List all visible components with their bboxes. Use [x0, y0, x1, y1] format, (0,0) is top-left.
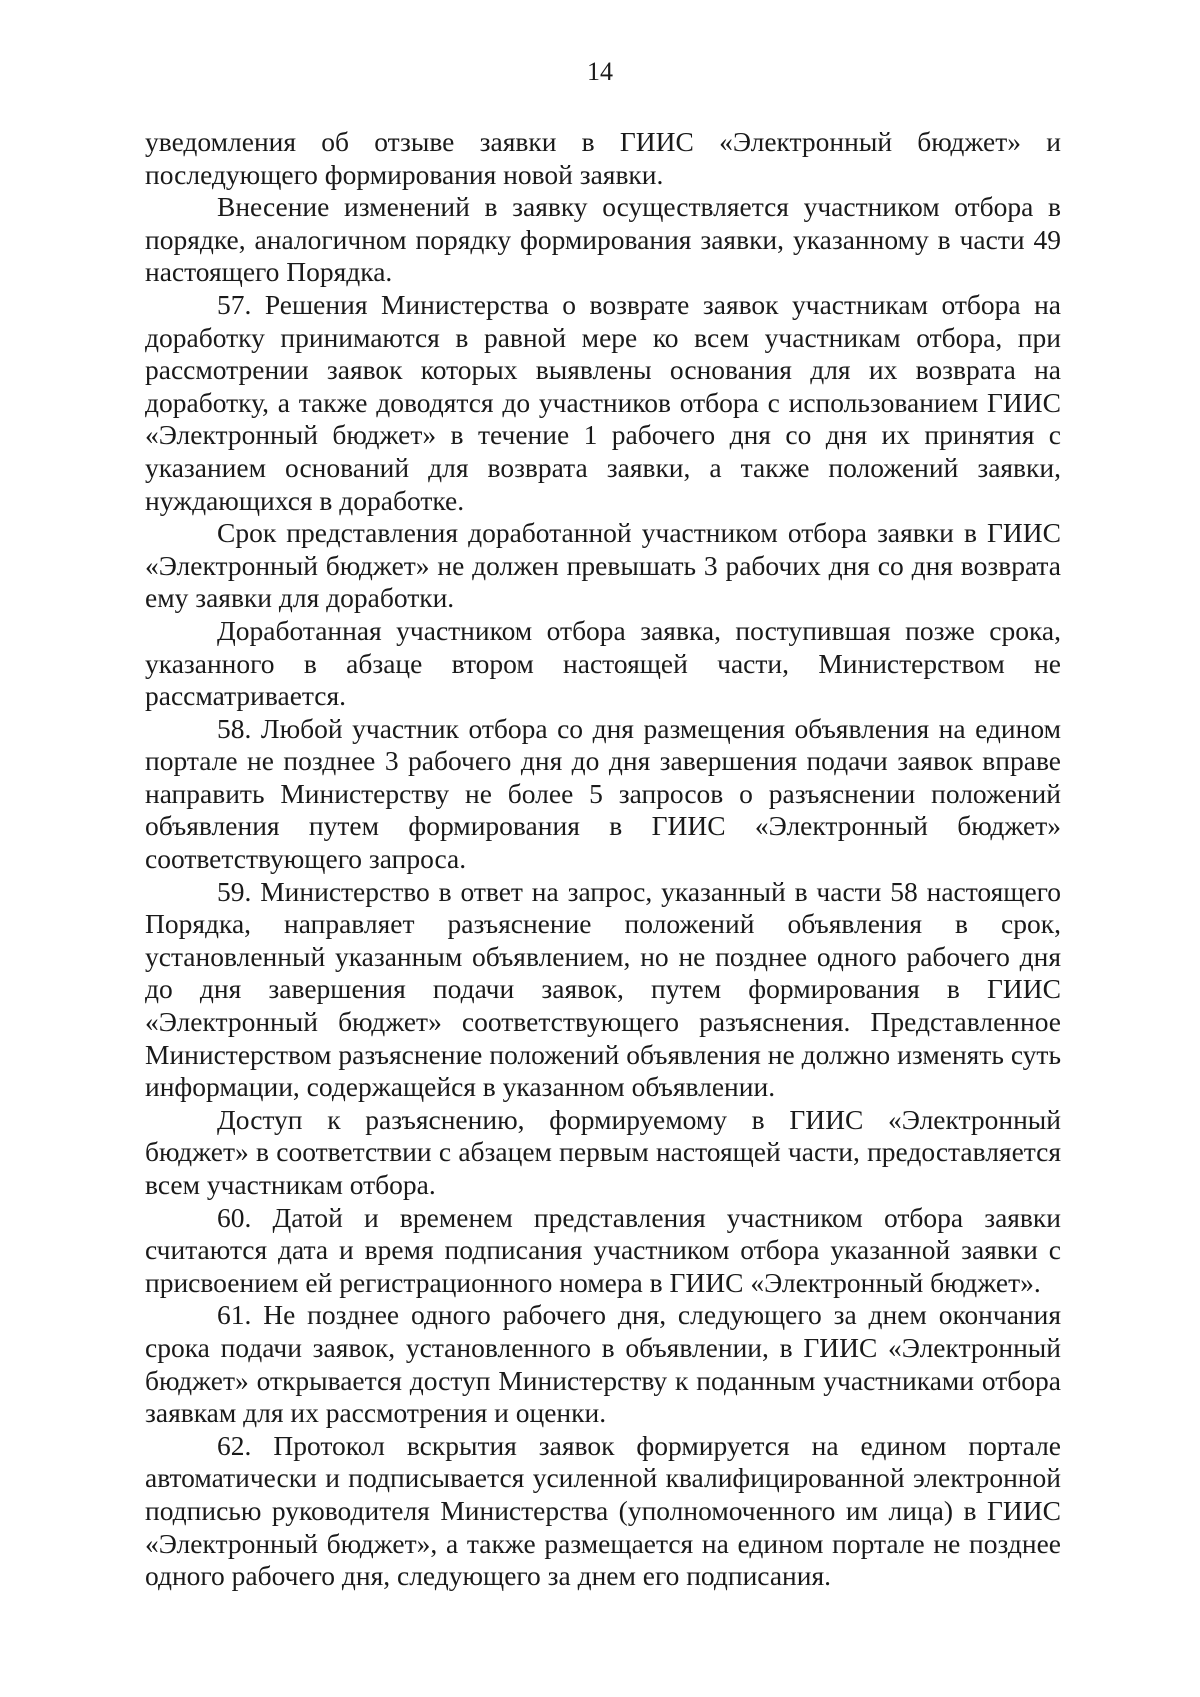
paragraph-59: 59. Министерство в ответ на запрос, указанный в части 58 настоящего Порядка, направляет разъяснение положений объявления в срок, установленный указанным объявлением, но не позднее одного рабочего дня до дня завершения подачи заявок, путем формирования в ГИИС «Электронный бюджет» соответствующего разъяснения. Представленное Министерством разъяснение положений объявления не должно изменять суть информации, содержащейся в указанном объявлении. [145, 875, 1061, 1103]
page-number: 14 [587, 57, 613, 86]
paragraph-amendments: Внесение изменений в заявку осуществляется участником отбора в порядке, аналогичном порядку формирования заявки, указанному в части 49 настоящего Порядка. [145, 191, 1061, 288]
paragraph-61: 61. Не позднее одного рабочего дня, следующего за днем окончания срока подачи заявок, установленного в объявлении, в ГИИС «Электронный бюджет» открывается доступ Министерству к поданным участниками отбора заявкам для их рассмотрения и оценки. [145, 1299, 1061, 1429]
paragraph-59-access: Доступ к разъяснению, формируемому в ГИИС «Электронный бюджет» в соответствии с абзацем первым настоящей части, предоставляется всем участникам отбора. [145, 1103, 1061, 1200]
paragraph-57-late: Доработанная участником отбора заявка, поступившая позже срока, указанного в абзаце втором настоящей части, Министерством не рассматривается. [145, 614, 1061, 712]
paragraph-continuation: уведомления об отзыве заявки в ГИИС «Электронный бюджет» и последующего формирования новой заявки. [145, 126, 1061, 190]
paragraph-62: 62. Протокол вскрытия заявок формируется на едином портале автоматически и подписывается усиленной квалифицированной электронной подписью руководителя Министерства (уполномоченного им лица) в ГИИС «Электронный бюджет», а также размещается на едином портале не позднее одного рабочего дня, следующего за днем его подписания. [145, 1429, 1061, 1592]
paragraph-57: 57. Решения Министерства о возврате заявок участникам отбора на доработку принимаются в равной мере ко всем участникам отбора, при рассмотрении заявок которых выявлены основания для их возврата на доработку, а также доводятся до участников отбора с использованием ГИИС «Электронный бюджет» в течение 1 рабочего дня со дня их принятия с указанием оснований для возврата заявки, а также положений заявки, нуждающихся в доработке. [145, 288, 1061, 516]
paragraph-57-deadline: Срок представления доработанной участником отбора заявки в ГИИС «Электронный бюджет» не должен превышать 3 рабочих дня со дня возврата ему заявки для доработки. [145, 517, 1061, 614]
paragraph-60: 60. Датой и временем представления участником отбора заявки считаются дата и время подписания участником отбора указанной заявки с присвоением ей регистрационного номера в ГИИС «Электронный бюджет». [145, 1201, 1061, 1298]
paragraph-58: 58. Любой участник отбора со дня размещения объявления на едином портале не позднее 3 рабочего дня до дня завершения подачи заявок вправе направить Министерству не более 5 запросов о разъяснении положений объявления путем формирования в ГИИС «Электронный бюджет» соответствующего запроса. [145, 712, 1061, 875]
document-body [145, 126, 1061, 1593]
